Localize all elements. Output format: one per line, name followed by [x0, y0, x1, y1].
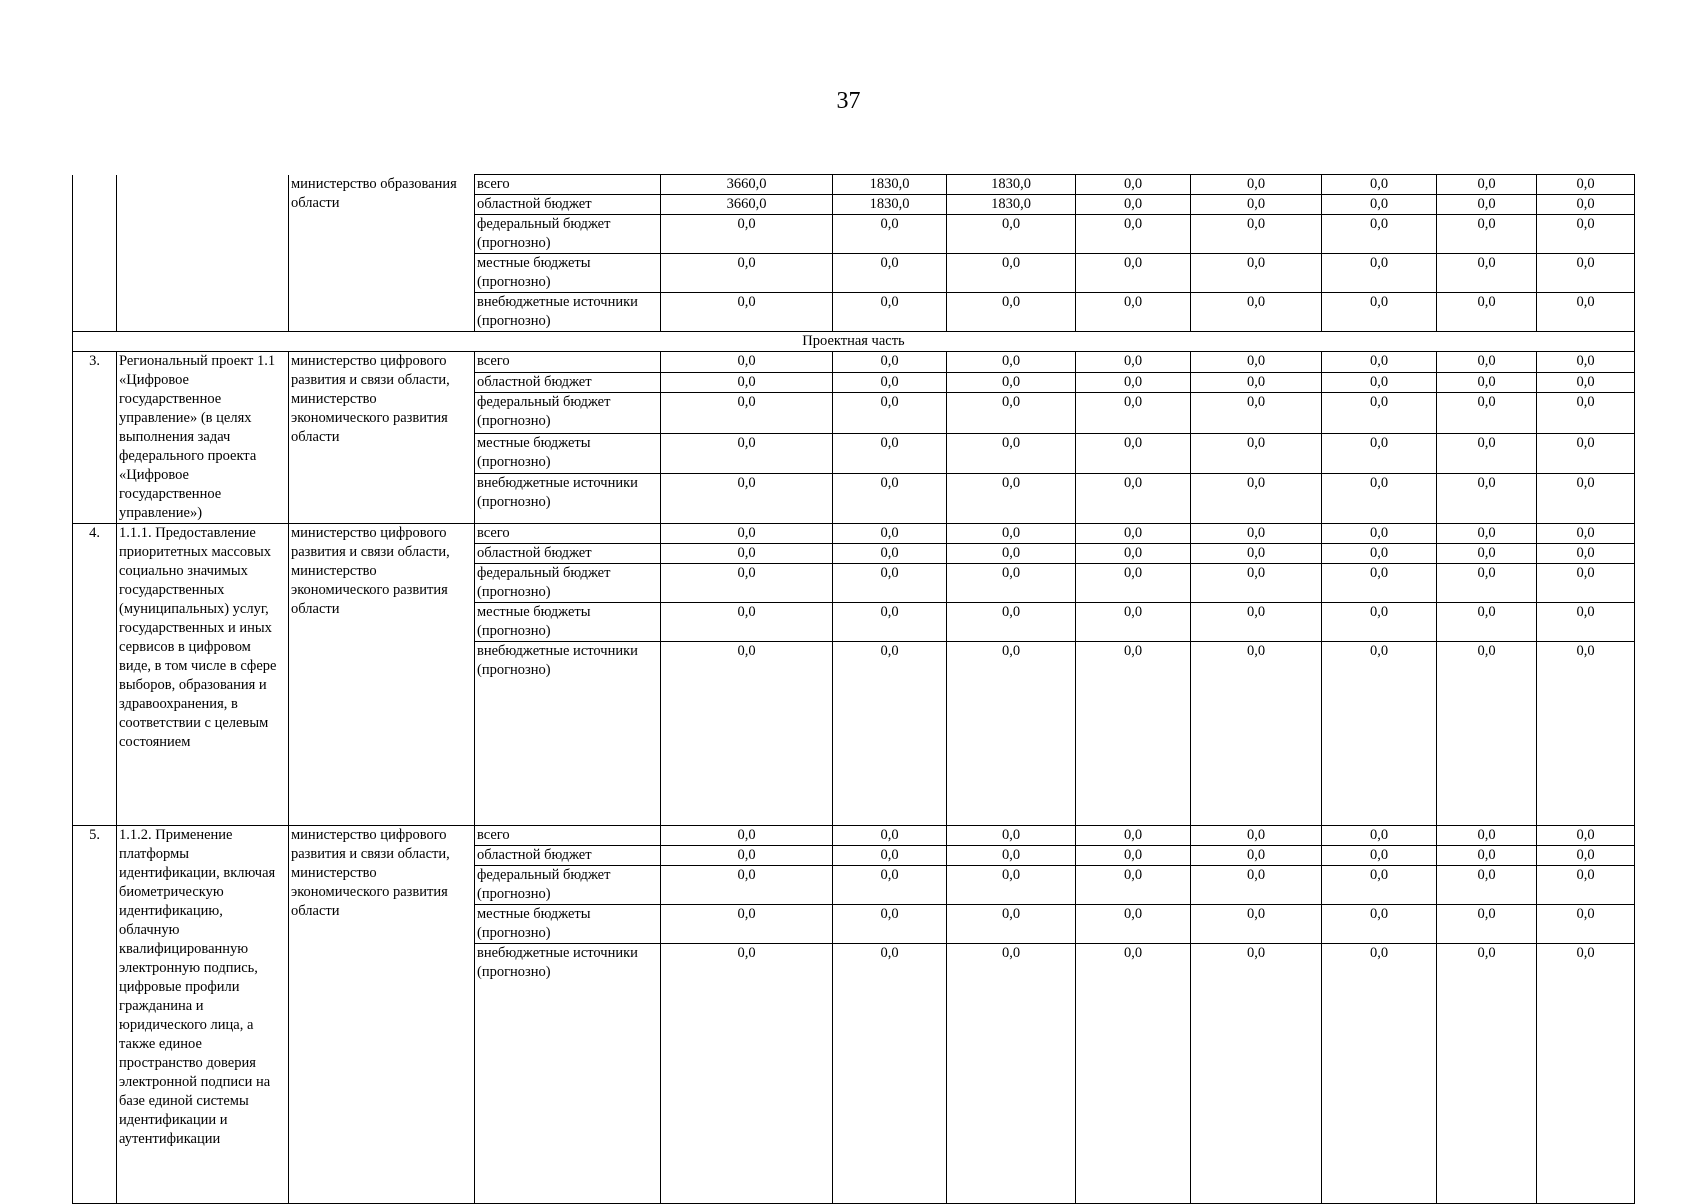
value-cell: 0,0: [1191, 433, 1322, 473]
value-cell: 0,0: [1076, 393, 1191, 433]
value-cell: 0,0: [1322, 254, 1437, 293]
funding-source-cell: всего: [475, 352, 661, 373]
value-cell: 0,0: [1537, 544, 1635, 564]
value-cell: 0,0: [1437, 544, 1537, 564]
value-cell: 0,0: [1322, 215, 1437, 254]
value-cell: 0,0: [1191, 215, 1322, 254]
row-index: 5.: [73, 826, 117, 1204]
value-cell: 0,0: [661, 433, 833, 473]
value-cell: 0,0: [947, 944, 1076, 1204]
value-cell: 0,0: [1191, 393, 1322, 433]
funding-source-cell: местные бюджеты (прогнозно): [475, 254, 661, 293]
value-cell: 0,0: [1437, 564, 1537, 603]
value-cell: 0,0: [1322, 826, 1437, 846]
value-cell: 0,0: [1437, 524, 1537, 544]
value-cell: 0,0: [1537, 254, 1635, 293]
measure-name: Региональный проект 1.1 «Цифровое государственное управление» (в целях выполнения задач федерального проекта «Цифровое государственное управление»): [117, 352, 289, 524]
value-cell: 0,0: [1537, 564, 1635, 603]
value-cell: 0,0: [1191, 195, 1322, 215]
value-cell: 0,0: [947, 393, 1076, 433]
value-cell: 0,0: [1322, 195, 1437, 215]
funding-source-cell: областной бюджет: [475, 195, 661, 215]
value-cell: 0,0: [1437, 215, 1537, 254]
value-cell: 0,0: [661, 564, 833, 603]
value-cell: 0,0: [1191, 372, 1322, 393]
value-cell: 0,0: [661, 866, 833, 905]
value-cell: 0,0: [1437, 603, 1537, 642]
value-cell: 0,0: [1437, 175, 1537, 195]
value-cell: 0,0: [1437, 905, 1537, 944]
value-cell: 0,0: [1322, 524, 1437, 544]
value-cell: 0,0: [833, 603, 947, 642]
value-cell: 0,0: [947, 846, 1076, 866]
funding-source-cell: областной бюджет: [475, 544, 661, 564]
value-cell: 0,0: [1537, 905, 1635, 944]
value-cell: 0,0: [833, 524, 947, 544]
value-cell: 0,0: [1537, 215, 1635, 254]
value-cell: 3660,0: [661, 175, 833, 195]
value-cell: 0,0: [947, 215, 1076, 254]
value-cell: 0,0: [1076, 544, 1191, 564]
value-cell: 0,0: [1537, 393, 1635, 433]
value-cell: 0,0: [1537, 944, 1635, 1204]
value-cell: 0,0: [1537, 433, 1635, 473]
value-cell: 0,0: [661, 293, 833, 332]
table-row: [73, 524, 1635, 544]
value-cell: 0,0: [1076, 175, 1191, 195]
value-cell: 0,0: [661, 393, 833, 433]
value-cell: 0,0: [1322, 866, 1437, 905]
value-cell: 0,0: [1322, 175, 1437, 195]
row-index: 3.: [73, 352, 117, 524]
value-cell: 0,0: [1076, 944, 1191, 1204]
funding-source-cell: всего: [475, 826, 661, 846]
value-cell: 0,0: [1191, 175, 1322, 195]
value-cell: 0,0: [1437, 393, 1537, 433]
value-cell: 0,0: [1437, 474, 1537, 524]
value-cell: 0,0: [1537, 524, 1635, 544]
value-cell: 0,0: [1076, 826, 1191, 846]
value-cell: 0,0: [947, 524, 1076, 544]
value-cell: 0,0: [1191, 846, 1322, 866]
value-cell: 0,0: [1322, 393, 1437, 433]
value-cell: 0,0: [833, 544, 947, 564]
responsible-executor: министерство цифрового развития и связи области, министерство экономического развития области: [289, 352, 475, 524]
value-cell: 0,0: [661, 826, 833, 846]
value-cell: 0,0: [1076, 474, 1191, 524]
value-cell: 0,0: [1191, 826, 1322, 846]
value-cell: 0,0: [833, 352, 947, 373]
value-cell: 0,0: [1076, 215, 1191, 254]
page-number: 37: [836, 88, 861, 114]
name-cell: [117, 175, 289, 332]
value-cell: 0,0: [1322, 944, 1437, 1204]
funding-source-cell: федеральный бюджет (прогнозно): [475, 393, 661, 433]
funding-source-cell: местные бюджеты (прогнозно): [475, 433, 661, 473]
value-cell: 0,0: [1191, 524, 1322, 544]
value-cell: 0,0: [661, 603, 833, 642]
value-cell: 0,0: [661, 524, 833, 544]
value-cell: 0,0: [1076, 352, 1191, 373]
value-cell: 0,0: [1076, 603, 1191, 642]
value-cell: 1830,0: [833, 175, 947, 195]
value-cell: 0,0: [661, 254, 833, 293]
value-cell: 0,0: [833, 215, 947, 254]
value-cell: 0,0: [1191, 544, 1322, 564]
value-cell: 0,0: [947, 826, 1076, 846]
value-cell: 0,0: [1437, 293, 1537, 332]
value-cell: 0,0: [947, 642, 1076, 826]
value-cell: 0,0: [661, 642, 833, 826]
value-cell: 0,0: [1437, 433, 1537, 473]
row-index: 4.: [73, 524, 117, 826]
value-cell: 0,0: [947, 372, 1076, 393]
value-cell: 0,0: [1076, 254, 1191, 293]
value-cell: 0,0: [661, 215, 833, 254]
value-cell: 0,0: [833, 433, 947, 473]
table-row: [73, 826, 1635, 846]
value-cell: 0,0: [1537, 866, 1635, 905]
responsible-executor: министерство цифрового развития и связи области, министерство экономического развития области: [289, 826, 475, 1204]
value-cell: 0,0: [833, 564, 947, 603]
funding-source-cell: федеральный бюджет (прогнозно): [475, 866, 661, 905]
value-cell: 0,0: [1322, 905, 1437, 944]
value-cell: 0,0: [833, 905, 947, 944]
value-cell: 0,0: [833, 642, 947, 826]
value-cell: 0,0: [1191, 603, 1322, 642]
value-cell: 0,0: [1437, 254, 1537, 293]
value-cell: 0,0: [1191, 474, 1322, 524]
value-cell: 0,0: [1537, 642, 1635, 826]
value-cell: 0,0: [1076, 564, 1191, 603]
value-cell: 0,0: [1076, 293, 1191, 332]
funding-source-cell: областной бюджет: [475, 372, 661, 393]
value-cell: 0,0: [1437, 866, 1537, 905]
value-cell: 0,0: [1537, 175, 1635, 195]
table-row: [73, 175, 1635, 195]
funding-source-cell: внебюджетные источники (прогнозно): [475, 293, 661, 332]
value-cell: 0,0: [1076, 372, 1191, 393]
value-cell: 0,0: [947, 352, 1076, 373]
value-cell: 0,0: [1537, 372, 1635, 393]
value-cell: 0,0: [1537, 846, 1635, 866]
funding-source-cell: внебюджетные источники (прогнозно): [475, 474, 661, 524]
funding-source-cell: всего: [475, 524, 661, 544]
value-cell: 0,0: [1322, 372, 1437, 393]
value-cell: 0,0: [661, 944, 833, 1204]
value-cell: 0,0: [1191, 905, 1322, 944]
value-cell: 0,0: [947, 603, 1076, 642]
section-row: [73, 332, 1635, 352]
value-cell: 0,0: [1076, 866, 1191, 905]
responsible-cell: министерство образования области: [289, 175, 475, 332]
value-cell: 0,0: [1537, 826, 1635, 846]
value-cell: 0,0: [1076, 195, 1191, 215]
value-cell: 3660,0: [661, 195, 833, 215]
value-cell: 0,0: [1322, 846, 1437, 866]
value-cell: 0,0: [1191, 254, 1322, 293]
value-cell: 0,0: [1191, 866, 1322, 905]
value-cell: 0,0: [947, 905, 1076, 944]
value-cell: 0,0: [1537, 293, 1635, 332]
value-cell: 0,0: [1191, 352, 1322, 373]
value-cell: 0,0: [947, 474, 1076, 524]
value-cell: 0,0: [947, 544, 1076, 564]
value-cell: 0,0: [661, 474, 833, 524]
value-cell: 0,0: [833, 474, 947, 524]
value-cell: 0,0: [661, 544, 833, 564]
value-cell: 0,0: [1076, 905, 1191, 944]
responsible-executor: министерство цифрового развития и связи области, министерство экономического развития области: [289, 524, 475, 826]
value-cell: 0,0: [947, 866, 1076, 905]
value-cell: 0,0: [1437, 826, 1537, 846]
value-cell: 0,0: [1322, 564, 1437, 603]
value-cell: 0,0: [1191, 944, 1322, 1204]
value-cell: 0,0: [661, 846, 833, 866]
value-cell: 0,0: [661, 352, 833, 373]
value-cell: 0,0: [1322, 544, 1437, 564]
value-cell: 0,0: [1537, 352, 1635, 373]
index-cell: [73, 175, 117, 332]
value-cell: 0,0: [1191, 293, 1322, 332]
value-cell: 0,0: [1437, 195, 1537, 215]
value-cell: 0,0: [1191, 642, 1322, 826]
value-cell: 0,0: [1437, 846, 1537, 866]
funding-source-cell: внебюджетные источники (прогнозно): [475, 642, 661, 826]
value-cell: 0,0: [1437, 642, 1537, 826]
value-cell: 0,0: [1537, 195, 1635, 215]
value-cell: 0,0: [1322, 474, 1437, 524]
value-cell: 0,0: [1322, 642, 1437, 826]
value-cell: 0,0: [1076, 846, 1191, 866]
value-cell: 0,0: [833, 254, 947, 293]
value-cell: 0,0: [1322, 293, 1437, 332]
value-cell: 0,0: [833, 846, 947, 866]
value-cell: 0,0: [1537, 603, 1635, 642]
value-cell: 0,0: [947, 254, 1076, 293]
funding-source-cell: областной бюджет: [475, 846, 661, 866]
value-cell: 0,0: [1076, 642, 1191, 826]
value-cell: 0,0: [947, 293, 1076, 332]
measure-name: 1.1.1. Предоставление приоритетных массовых социально значимых государственных (муниципальных) услуг, государственных и иных сервисов в цифровом виде, в том числе в сфере выборов, образования и здравоохранения, в соответствии с целевым состоянием: [117, 524, 289, 826]
funding-source-cell: местные бюджеты (прогнозно): [475, 905, 661, 944]
funding-source-cell: федеральный бюджет (прогнозно): [475, 564, 661, 603]
value-cell: 0,0: [1191, 564, 1322, 603]
value-cell: 0,0: [1076, 524, 1191, 544]
funding-source-cell: федеральный бюджет (прогнозно): [475, 215, 661, 254]
section-title: Проектная часть: [73, 332, 1635, 352]
value-cell: 0,0: [833, 866, 947, 905]
value-cell: 0,0: [833, 372, 947, 393]
value-cell: 0,0: [1322, 352, 1437, 373]
value-cell: 1830,0: [947, 175, 1076, 195]
value-cell: 0,0: [833, 393, 947, 433]
funding-source-cell: всего: [475, 175, 661, 195]
value-cell: 0,0: [661, 372, 833, 393]
value-cell: 0,0: [947, 433, 1076, 473]
value-cell: 0,0: [1437, 352, 1537, 373]
value-cell: 0,0: [833, 293, 947, 332]
value-cell: 0,0: [661, 905, 833, 944]
value-cell: 0,0: [947, 564, 1076, 603]
value-cell: 0,0: [1322, 603, 1437, 642]
funding-source-cell: местные бюджеты (прогнозно): [475, 603, 661, 642]
value-cell: 1830,0: [833, 195, 947, 215]
value-cell: 1830,0: [947, 195, 1076, 215]
value-cell: 0,0: [833, 944, 947, 1204]
value-cell: 0,0: [1537, 474, 1635, 524]
value-cell: 0,0: [1437, 372, 1537, 393]
funding-source-cell: внебюджетные источники (прогнозно): [475, 944, 661, 1204]
value-cell: 0,0: [1076, 433, 1191, 473]
table-row: [73, 352, 1635, 373]
value-cell: 0,0: [1322, 433, 1437, 473]
measure-name: 1.1.2. Применение платформы идентификации, включая биометрическую идентификацию, облачную квалифицированную электронную подпись, цифровые профили гражданина и юридического лица, а также единое пространство доверия электронной подписи на базе единой системы идентификации и аутентификации: [117, 826, 289, 1204]
value-cell: 0,0: [1437, 944, 1537, 1204]
value-cell: 0,0: [833, 826, 947, 846]
funding-table: [72, 174, 1635, 1204]
